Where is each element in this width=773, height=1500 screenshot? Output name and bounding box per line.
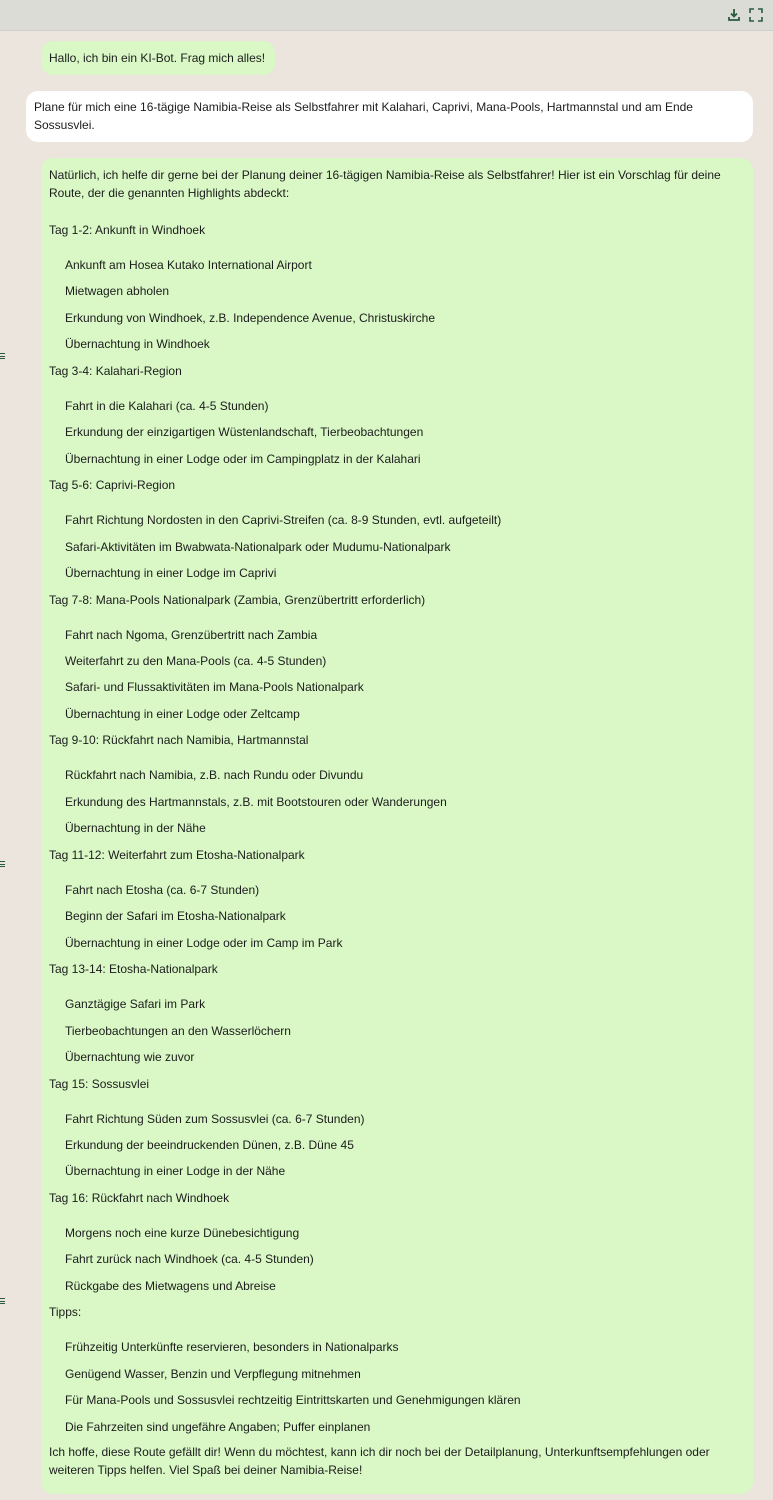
bot-answer-message	[41, 158, 753, 1494]
day-heading: Tag 9-10: Rückfahrt nach Namibia, Hartmannstal	[49, 733, 309, 748]
top-toolbar	[0, 0, 773, 31]
itinerary-item: Frühzeitig Unterkünfte reservieren, besonders in Nationalparks	[65, 1340, 399, 1355]
side-handle-icon[interactable]	[0, 353, 5, 359]
itinerary-item: Tierbeobachtungen an den Wasserlöchern	[65, 1023, 291, 1038]
itinerary-item: Erkundung der beeindruckenden Dünen, z.B. Düne 45	[65, 1138, 354, 1152]
itinerary-item: Für Mana-Pools und Sossusvlei rechtzeitig Eintrittskarten und Genehmigungen klären	[65, 1393, 521, 1408]
answer-outro: Ich hoffe, diese Route gefällt dir! Wenn du möchtest, kann ich dir noch bei der Detailplanung, Unterkunftsempfehlungen oder weiteren Tipps helfen. Viel Spaß bei deiner Namibia-Reise!	[49, 1445, 710, 1478]
side-handle-icon[interactable]	[0, 1298, 5, 1304]
itinerary-item: Ankunft am Hosea Kutako International Airport	[65, 258, 312, 272]
day-heading: Tag 13-14: Etosha-Nationalpark	[49, 962, 218, 977]
itinerary-item: Fahrt nach Ngoma, Grenzübertritt nach Zambia	[65, 627, 318, 642]
itinerary-item: Rückfahrt nach Namibia, z.B. nach Rundu oder Divundu	[65, 768, 364, 783]
itinerary-item: Genügend Wasser, Benzin und Verpflegung mitnehmen	[65, 1366, 361, 1381]
itinerary-item: Fahrt Richtung Süden zum Sossusvlei (ca. 6-7 Stunden)	[65, 1111, 365, 1126]
itinerary-item: Erkundung des Hartmannstals, z.B. mit Bootstouren oder Wanderungen	[65, 794, 447, 809]
itinerary-item: Die Fahrzeiten sind ungefähre Angaben; Puffer einplanen	[65, 1419, 371, 1434]
chat-area[interactable]	[0, 31, 773, 1500]
itinerary-item: Safari-Aktivitäten im Bwabwata-Nationalpark oder Mudumu-Nationalpark	[65, 539, 451, 554]
day-heading: Tag 7-8: Mana-Pools Nationalpark (Zambia, Grenzübertritt erforderlich)	[49, 592, 426, 607]
itinerary-item: Übernachtung in einer Lodge oder im Campingplatz in der Kalahari	[65, 451, 421, 466]
itinerary-item: Übernachtung in Windhoek	[65, 337, 210, 352]
itinerary-item: Erkundung von Windhoek, z.B. Independence Avenue, Christuskirche	[65, 310, 436, 325]
download-icon[interactable]	[727, 8, 741, 22]
user-message-text: Plane für mich eine 16-tägige Namibia-Reise als Selbstfahrer mit Kalahari, Caprivi, Mana-Pools, Hartmannstal und am Ende Sossusvlei.	[34, 100, 693, 132]
day-heading: Tipps:	[49, 1305, 82, 1320]
itinerary-item: Ganztägige Safari im Park	[65, 997, 206, 1012]
day-heading: Tag 1-2: Ankunft in Windhoek	[49, 223, 206, 237]
itinerary-item: Übernachtung in einer Lodge in der Nähe	[65, 1164, 286, 1179]
day-heading: Tag 11-12: Weiterfahrt zum Etosha-Nationalpark	[49, 847, 305, 862]
itinerary-item: Übernachtung in einer Lodge oder im Camp im Park	[65, 935, 343, 950]
day-heading: Tag 16: Rückfahrt nach Windhoek	[49, 1191, 230, 1205]
itinerary-item: Erkundung der einzigartigen Wüstenlandschaft, Tierbeobachtungen	[65, 425, 424, 440]
itinerary-item: Fahrt nach Etosha (ca. 6-7 Stunden)	[65, 882, 260, 897]
bot-greeting-message	[41, 41, 275, 75]
itinerary-item: Übernachtung in einer Lodge oder Zeltcamp	[65, 706, 300, 721]
itinerary-item: Morgens noch eine kurze Dünebesichtigung	[65, 1226, 300, 1240]
day-heading: Tag 3-4: Kalahari-Region	[49, 363, 182, 378]
itinerary-item: Übernachtung in der Nähe	[65, 821, 206, 836]
fullscreen-icon[interactable]	[749, 8, 763, 22]
greeting-text: Hallo, ich bin ein KI-Bot. Frag mich alles!	[49, 51, 266, 65]
day-heading: Tag 15: Sossusvlei	[49, 1076, 150, 1091]
user-message	[26, 91, 753, 142]
itinerary-item: Übernachtung wie zuvor	[65, 1050, 195, 1064]
itinerary-item: Mietwagen abholen	[65, 284, 170, 299]
itinerary-item: Weiterfahrt zu den Mana-Pools (ca. 4-5 Stunden)	[65, 654, 327, 668]
itinerary-item: Fahrt Richtung Nordosten in den Caprivi-Streifen (ca. 8-9 Stunden, evtl. aufgeteilt)	[65, 513, 502, 528]
side-handle-icon[interactable]	[0, 861, 5, 867]
itinerary-item: Fahrt zurück nach Windhoek (ca. 4-5 Stunden)	[65, 1252, 314, 1267]
itinerary-item: Übernachtung in einer Lodge im Caprivi	[65, 566, 277, 580]
itinerary-item: Fahrt in die Kalahari (ca. 4-5 Stunden)	[65, 398, 269, 413]
answer-intro: Natürlich, ich helfe dir gerne bei der Planung deiner 16-tägigen Namibia-Reise als Selbstfahrer! Hier ist ein Vorschlag für deine Route, der die genannten Highlights abdeckt:	[49, 168, 721, 200]
day-heading: Tag 5-6: Caprivi-Region	[49, 478, 176, 493]
itinerary-item: Beginn der Safari im Etosha-Nationalpark	[65, 909, 286, 924]
itinerary-item: Rückgabe des Mietwagens und Abreise	[65, 1278, 276, 1293]
itinerary-item: Safari- und Flussaktivitäten im Mana-Pools Nationalpark	[65, 680, 364, 695]
